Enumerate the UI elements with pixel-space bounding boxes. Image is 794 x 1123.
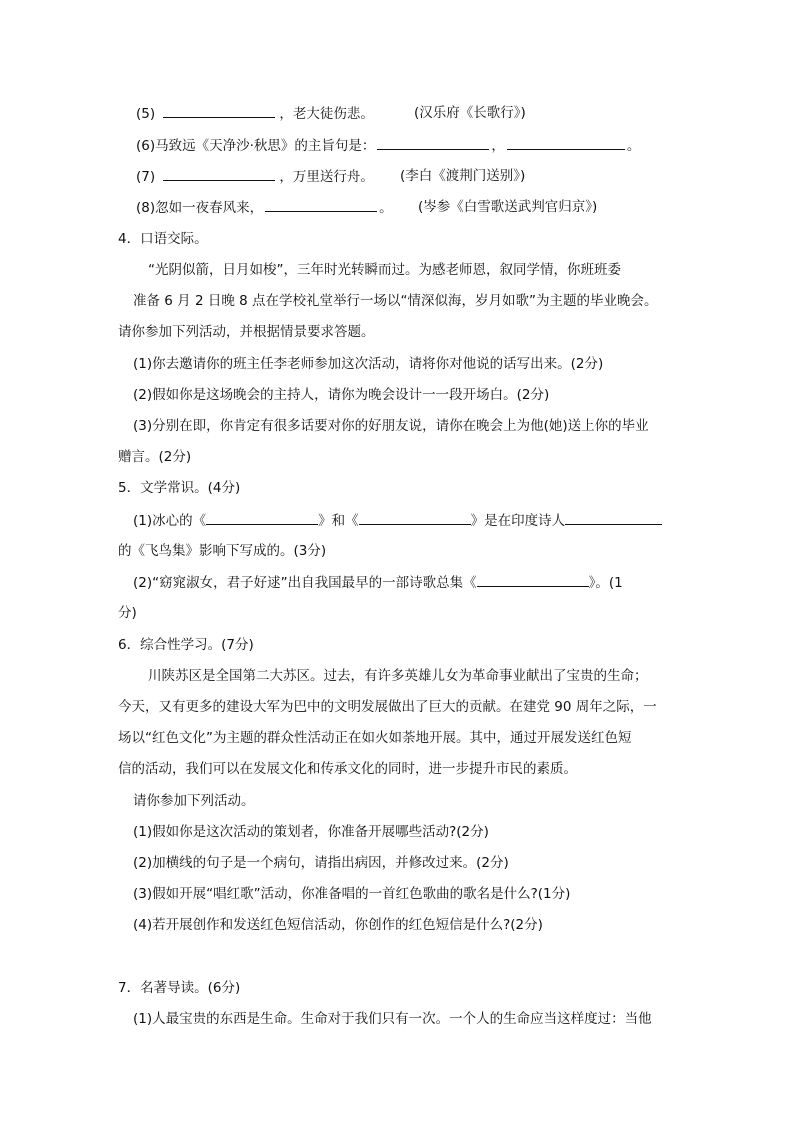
question-text: (6)马致远《天净沙·秋思》的主旨句是： (136, 138, 376, 154)
paragraph-line: “光阴似箭，日月如梭”，三年时光转瞬而过。为感老师恩，叙同学情，你班班委 (148, 262, 621, 278)
paragraph-line: 请你参加下列活动，并根据情景要求答题。 (118, 324, 375, 340)
paragraph-line: 信的活动，我们可以在发展文化和传承文化的同时，进一步提升市民的素质。 (118, 761, 577, 777)
poem-line-6 (136, 136, 640, 155)
poem-line-8 (136, 198, 393, 217)
question-text: (1)冰心的《 (133, 513, 207, 529)
question-text: (2)“窈窕淑女，君子好逑”出自我国最早的一部诗歌总集《 (133, 575, 477, 591)
question-text: 》。(1 (588, 575, 623, 591)
paragraph-line: 准备 6 月 2 日晚 8 点在学校礼堂举行一场以“情深似海，岁月如歌”为主题的毕业晚会。 (133, 293, 658, 309)
answer-blank[interactable] (206, 511, 318, 525)
verse-text: ，老大徒伤悲。 (279, 106, 374, 122)
sub-question-continued: 赠言。(2分) (118, 449, 192, 465)
answer-blank[interactable] (565, 511, 662, 525)
verse-text: ，万里送行舟。 (279, 169, 374, 185)
question-continued: 的《飞鸟集》影响下写成的。(3分) (118, 543, 327, 559)
question-heading-4: 4．口语交际。 (118, 231, 208, 247)
item-number: (7) (136, 169, 160, 185)
sub-question: (3)假如开展“唱红歌”活动，你准备唱的一首红色歌曲的歌名是什么?(1分) (133, 886, 571, 902)
answer-blank[interactable] (377, 136, 489, 150)
answer-blank[interactable] (507, 136, 625, 150)
sub-question: (4)若开展创作和发送红色短信活动，你创作的红色短信是什么?(2分) (133, 917, 543, 933)
source-citation: (岑参《白雪歌送武判官归京》) (418, 199, 598, 215)
sub-question: (2)假如你是这场晚会的主持人，请你为晚会设计一一段开场白。(2分) (133, 387, 550, 403)
punctuation: ， (491, 138, 505, 154)
literature-question-2 (133, 573, 623, 592)
paragraph-line: 川陕苏区是全国第二大苏区。过去，有许多英雄儿女为革命事业献出了宝贵的生命； (148, 668, 648, 684)
sub-question: (3)分别在即，你肯定有很多话要对你的好朋友说，请你在晚会上为他(她)送上你的毕业 (133, 418, 649, 434)
source-citation: (李白《渡荆门送别》) (400, 168, 526, 184)
answer-blank[interactable] (265, 198, 377, 212)
sub-question: (1)人最宝贵的东西是生命。生命对于我们只有一次。一个人的生命应当这样度过：当他 (133, 1011, 652, 1027)
paragraph-line: 场以“红色文化”为主题的群众性活动正在如火如荼地开展。其中，通过开展发送红色短 (118, 730, 632, 746)
instruction-line: 请你参加下列活动。 (133, 793, 255, 809)
verse-text: (8)忽如一夜春风来， (136, 200, 264, 216)
punctuation: 。 (626, 138, 641, 154)
question-continued: 分) (118, 605, 137, 621)
poem-line-5 (136, 104, 374, 123)
answer-blank[interactable] (163, 167, 275, 181)
sub-question: (1)假如你是这次活动的策划者，你准备开展哪些活动?(2分) (133, 824, 489, 840)
question-text: 》是在印度诗人 (470, 513, 566, 529)
sub-question: (1)你去邀请你的班主任李老师参加这次活动，请将你对他说的话写出来。(2分) (133, 356, 604, 372)
answer-blank[interactable] (163, 104, 275, 118)
punctuation: 。 (379, 200, 393, 216)
question-heading-7: 7．名著导读。(6分) (118, 980, 241, 996)
poem-line-7 (136, 167, 374, 186)
paragraph-line: 今天，又有更多的建设大军为巴中的文明发展做出了巨大的贡献。在建党 90 周年之际，一 (118, 699, 657, 715)
question-heading-5: 5．文学常识。(4分) (118, 480, 241, 496)
question-text: 》和《 (318, 513, 359, 529)
answer-blank[interactable] (477, 573, 589, 587)
sub-question: (2)加横线的句子是一个病句，请指出病因，并修改过来。(2分) (133, 855, 509, 871)
question-heading-6: 6．综合性学习。(7分) (118, 637, 254, 653)
literature-question-1 (133, 511, 662, 530)
item-number: (5) (136, 106, 160, 122)
answer-blank[interactable] (359, 511, 471, 525)
source-citation: (汉乐府《长歌行》) (414, 105, 526, 121)
